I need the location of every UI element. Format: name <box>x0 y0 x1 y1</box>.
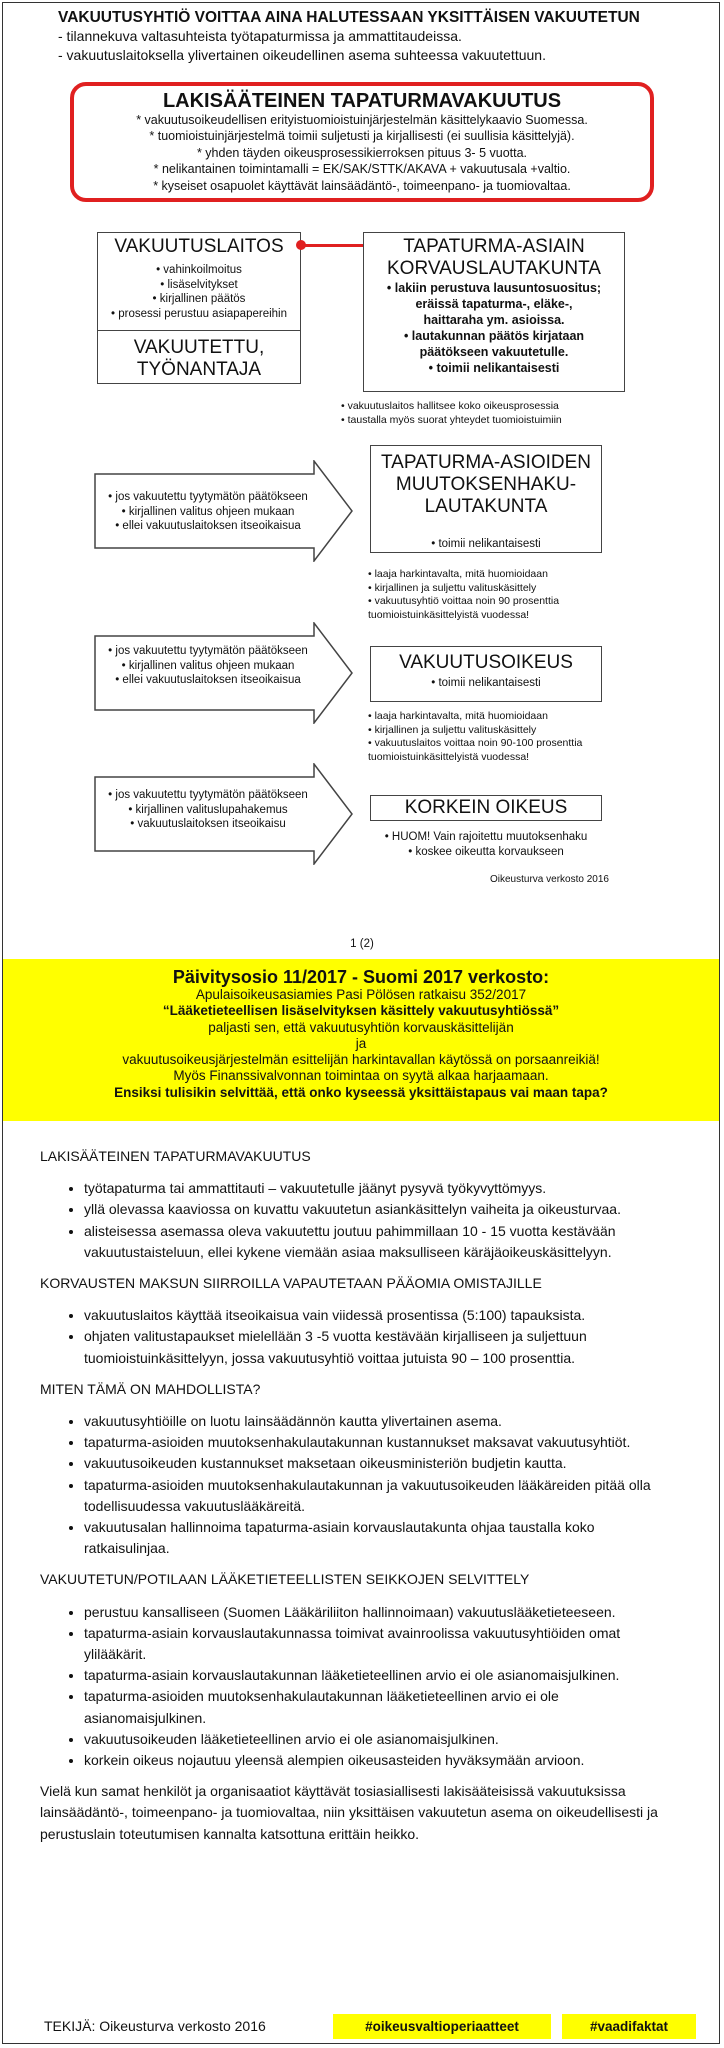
list-item: • alisteisessa asemassa oleva vakuutettu joutuu pahimmillaan 10 - 15 vuotta kestävään vakuutustaisteluun, ellei kykene viemään asiaa maksulliseen käräjäoikeuskäsittelyyn. <box>84 1221 680 1263</box>
closing-paragraph: Vielä kun samat henkilöt ja organisaatiot käyttävät tosiasiallisesti lakisääteisissä vakuutuksissa lainsäädäntö-, toimeenpano- ja tuomiovaltaa, niin yksittäisen vakuutetun asema on oikeudellisesti ja perustuslain toteutumisen kannalta katsottuna erittäin heikko. <box>40 1783 658 1842</box>
arrow-line: • kirjallinen valitus ohjeen mukaan <box>121 659 295 672</box>
header-line: - vakuutuslaitoksella ylivertainen oikeudellinen asema suhteessa vakuutettuun. <box>58 47 546 63</box>
update-line: “Lääketieteellisen lisäselvityksen käsittely vakuutusyhtiössä” <box>162 1003 560 1019</box>
insurer-item: • lisäselvitykset <box>160 278 238 291</box>
section-list <box>40 1305 680 1369</box>
law-box <box>70 82 654 202</box>
section-heading: KORVAUSTEN MAKSUN SIIRROILLA VAPAUTETAAN PÄÄOMIA OMISTAJILLE <box>40 1275 542 1292</box>
appeals-board-note: • vakuutusyhtiö voittaa noin 90 prosenttia <box>368 595 560 607</box>
update-title: Päivitysosio 11/2017 - Suomi 2017 verkosto: <box>172 967 550 987</box>
update-line: Ensiksi tulisikin selvittää, että onko kyseessä yksittäistapaus vai maan tapa? <box>114 1084 608 1100</box>
supreme-court-note: • HUOM! Vain rajoitettu muutoksenhaku <box>384 831 588 843</box>
list-item: • korkein oikeus nojautuu yleensä alempien oikeusasteiden hyväksymään arvioon. <box>84 1750 680 1771</box>
connector-dot <box>296 240 306 250</box>
insurer-item: • vahinkoilmoitus <box>156 264 242 276</box>
appeals-board-note: • laaja harkintavalta, mitä huomioidaan <box>368 568 548 580</box>
section-heading: VAKUUTETUN/POTILAAN LÄÄKETIETEELLISTEN SEIKKOJEN SELVITTELY <box>40 1571 530 1588</box>
hashtag-demand-facts: #vaadifaktat <box>562 2014 696 2039</box>
update-line: vakuutusoikeusjärjestelmän esittelijän harkintavallan käytössä on porsaanreikiä! <box>122 1052 600 1068</box>
board-title: TAPATURMA-ASIAIN KORVAUSLAUTAKUNTA <box>387 236 601 279</box>
insurance-court-note: • kirjallinen ja suljettu valituskäsittely <box>368 723 537 736</box>
law-box-line: * tuomioistuinjärjestelmä toimii suljetusti ja kirjallisesti (ei suullisia käsittelyjä). <box>149 129 575 144</box>
update-line: Apulaisoikeusasiamies Pasi Pölösen ratkaisu 352/2017 <box>195 987 527 1002</box>
section-list <box>40 1178 680 1263</box>
update-line: ja <box>355 1035 367 1051</box>
header-line: - tilannekuva valtasuhteista työtapaturmissa ja ammattitaudeissa. <box>58 28 462 44</box>
body-text <box>40 1146 680 1845</box>
board-item: päätökseen vakuutetulle. <box>419 345 569 359</box>
list-item: • tapaturma-asiain korvauslautakunnan lääketieteellinen arvio ei ole asianomaisjulkinen. <box>84 1665 680 1686</box>
section-heading: MITEN TÄMÄ ON MAHDOLLISTA? <box>40 1380 261 1397</box>
board-notes <box>341 400 641 427</box>
insurance-court-note: tuomioistuinkäsittelyistä vuodessa! <box>368 750 530 763</box>
insurance-court-note: • vakuutuslaitos voittaa noin 90-100 prosenttia <box>368 737 583 749</box>
appeals-board-title: TAPATURMA-ASIOIDEN MUUTOKSENHAKU-LAUTAKUNTA <box>380 452 592 517</box>
law-box-line: * kyseiset osapuolet käyttävät lainsäädäntö-, toimeenpano- ja tuomiovaltaa. <box>153 178 571 193</box>
list-item: • yllä olevassa kaaviossa on kuvattu vakuutetun asiankäsittelyn vaiheita ja oikeusturvaa. <box>84 1199 680 1220</box>
insurance-court-notes <box>368 710 668 764</box>
list-item: • tapaturma-asiain korvauslautakunnassa toimivat avainroolissa vakuutusyhtiöiden omat ylilääkärit. <box>84 1623 680 1665</box>
insurer-title: VAKUUTUSLAITOS <box>114 236 284 257</box>
arrow-line: • kirjallinen valituslupahakemus <box>128 803 288 816</box>
board-note: • vakuutuslaitos hallitsee koko oikeusprosessia <box>341 400 559 412</box>
section-list <box>40 1602 680 1772</box>
update-line: paljasti sen, että vakuutusyhtiön korvauskäsittelijän <box>208 1019 514 1035</box>
list-item: • vakuutusyhtiöille on luotu lainsäädännön kautta ylivertainen asema. <box>84 1411 680 1432</box>
update-line: Myös Finanssivalvonnan toimintaa on syytä alkaa harjaamaan. <box>173 1068 549 1084</box>
appeals-board-notes <box>368 568 668 622</box>
appeals-board-subtitle: • toimii nelikantaisesti <box>431 538 541 550</box>
list-item: • tapaturma-asioiden muutoksenhakulautakunnan kustannukset maksavat vakuutusyhtiöt. <box>84 1432 680 1453</box>
list-item: • työtapaturma tai ammattitauti – vakuutetulle jäänyt pysyvä työkyvyttömyys. <box>84 1178 680 1199</box>
law-box-line: * yhden täyden oikeusprosessikierroksen pituus 3- 5 vuotta. <box>196 145 528 160</box>
list-item: • ohjaten valitustapaukset mielellään 3 -5 vuotta kestävään kirjalliseen ja suljettuun tuomioistuinkäsittelyyn, jossa vakuutusyhtiö voittaa jutuista 90 – 100 prosenttia. <box>84 1326 680 1368</box>
law-box-line: * nelikantainen toimintamalli = EK/SAK/STTK/AKAVA + vakuutusala +valtio. <box>153 162 571 177</box>
list-item: • tapaturma-asioiden muutoksenhakulautakunnan lääketieteellinen arvio ei ole asianomaisjulkinen. <box>84 1686 680 1728</box>
board-items <box>368 280 620 376</box>
list-item: • vakuutusoikeuden lääketieteellinen arvio ei ole asianomaisjulkinen. <box>84 1729 680 1750</box>
insurer-items <box>97 263 301 321</box>
supreme-court-title: KORKEIN OIKEUS <box>404 797 568 818</box>
arrow-line: • vakuutuslaitoksen itseoikaisu <box>130 818 286 830</box>
list-item: • perustuu kansalliseen (Suomen Lääkäriliiton hallinnoimaan) vakuutuslääketieteeseen. <box>84 1602 680 1623</box>
insured-party: VAKUUTETTU, TYÖNANTAJA <box>133 337 265 380</box>
supreme-court-note: • koskee oikeutta korvaukseen <box>408 845 564 858</box>
list-item: • vakuutusalan hallinnoima tapaturma-asiain korvauslautakunta ohjaa taustalla koko ratkaisulinjaa. <box>84 1517 680 1559</box>
list-item: • tapaturma-asioiden muutoksenhakulautakunnan ja vakuutusoikeuden lääkäreiden pitää olla todellisuudessa vakuutuslääkäreitä. <box>84 1475 680 1517</box>
arrow-text <box>98 490 318 534</box>
insurer-divider <box>97 330 301 331</box>
arrow-line: • kirjallinen valitus ohjeen mukaan <box>121 505 295 518</box>
law-box-title: LAKISÄÄTEINEN TAPATURMAVAKUUTUS <box>162 90 562 112</box>
insurer-item: • kirjallinen päätös <box>152 293 246 305</box>
board-note: • taustalla myös suorat yhteydet tuomioistuimiin <box>341 413 562 426</box>
arrow-line: • jos vakuutettu tyytymätön päätökseen <box>108 491 308 503</box>
header <box>58 8 698 65</box>
insurance-court-title: VAKUUTUSOIKEUS <box>399 652 573 673</box>
insurance-court-subtitle: • toimii nelikantaisesti <box>431 677 541 689</box>
section-list <box>40 1411 680 1559</box>
arrow-line: • jos vakuutettu tyytymätön päätökseen <box>108 789 308 801</box>
board-item: eräissä tapaturma-, eläke-, <box>415 297 573 311</box>
board-item: haittaraha ym. asioissa. <box>423 313 565 327</box>
board-item: • lautakunnan päätös kirjataan <box>403 329 585 343</box>
list-item: • vakuutusoikeuden kustannukset maksetaan oikeusministeriön budjetin kautta. <box>84 1453 680 1474</box>
connector-line <box>301 244 369 247</box>
arrow-line: • ellei vakuutuslaitoksen itseoikaisua <box>115 674 301 686</box>
footer-author: TEKIJÄ: Oikeusturva verkosto 2016 <box>44 2018 266 2034</box>
law-box-line: * vakuutusoikeudellisen erityistuomioistuinjärjestelmän käsittelykaavio Suomessa. <box>136 113 588 127</box>
supreme-court-notes <box>370 830 602 859</box>
appeals-board-note: tuomioistuinkäsittelyistä vuodessa! <box>368 608 530 621</box>
insurance-court-note: • laaja harkintavalta, mitä huomioidaan <box>368 710 548 722</box>
update-box <box>3 959 719 1121</box>
diagram-source: Oikeusturva verkosto 2016 <box>490 874 609 885</box>
arrow-line: • jos vakuutettu tyytymätön päätökseen <box>108 645 308 657</box>
section-heading: LAKISÄÄTEINEN TAPATURMAVAKUUTUS <box>40 1148 311 1164</box>
insurer-item: • prosessi perustuu asiapapereihin <box>111 307 287 320</box>
hashtag-rule-of-law: #oikeusvaltioperiaatteet <box>333 2014 551 2039</box>
header-title: VAKUUTUSYHTIÖ VOITTAA AINA HALUTESSAAN YKSITTÄISEN VAKUUTETUN <box>58 9 640 26</box>
list-item: • vakuutuslaitos käyttää itseoikaisua vain viidessä prosentissa (5:100) tapauksista. <box>84 1305 680 1326</box>
appeals-board-note: • kirjallinen ja suljettu valituskäsittely <box>368 581 537 594</box>
arrow-line: • ellei vakuutuslaitoksen itseoikaisua <box>115 520 301 532</box>
board-item: • lakiin perustuva lausuntosuositus; <box>386 281 602 295</box>
arrow-text <box>98 644 318 688</box>
arrow-text <box>98 788 318 832</box>
page-number: 1 (2) <box>350 938 374 950</box>
board-item: • toimii nelikantaisesti <box>428 361 560 375</box>
